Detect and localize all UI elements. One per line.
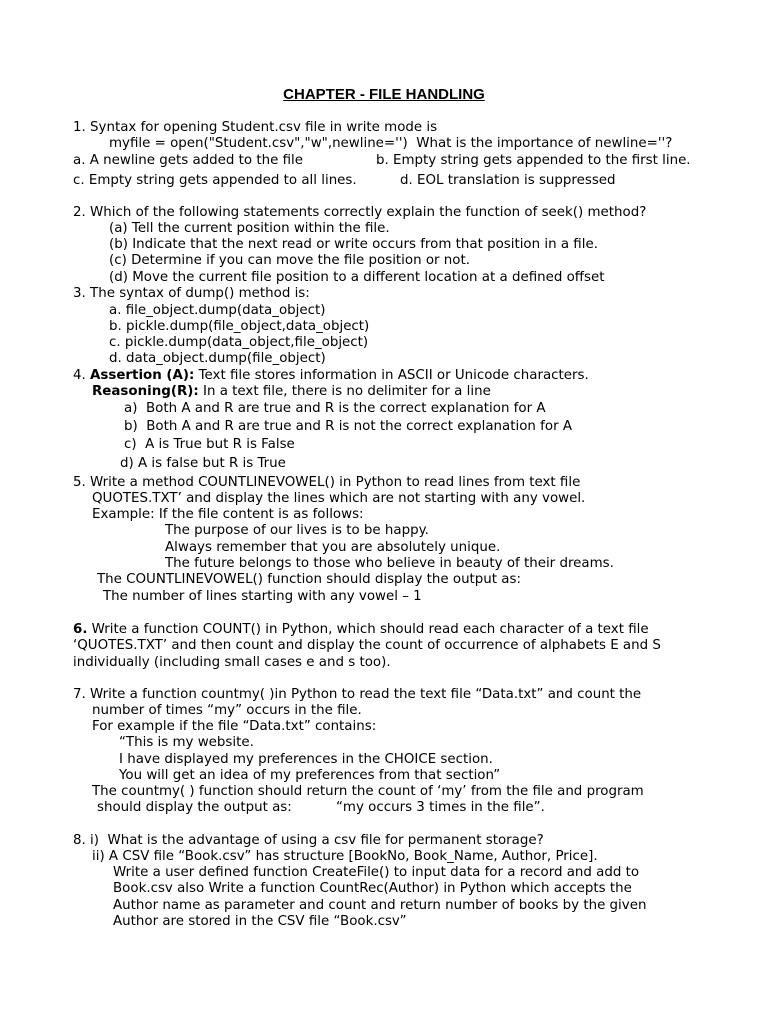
q7-line-5: I have displayed my preferences in the CHOICE section. <box>119 752 493 767</box>
q1-option-b: b. Empty string gets appended to the first line. <box>376 153 691 168</box>
q6-line-1-text: Write a function COUNT() in Python, which should read each character of a text file <box>87 622 649 637</box>
q6-number: 6. <box>73 622 88 637</box>
q7-line-3: For example if the file “Data.txt” contains: <box>92 719 377 734</box>
q1-line-2: myfile = open("Student.csv","w",newline='') What is the importance of newline=''? <box>109 136 673 151</box>
q5-line-4: The purpose of our lives is to be happy. <box>165 523 429 538</box>
q8-line-2: ii) A CSV file “Book.csv” has structure [BookNo, Book_Name, Author, Price]. <box>92 849 598 864</box>
q8-line-4: Book.csv also Write a function CountRec(Author) in Python which accepts the <box>113 881 632 896</box>
q5-line-6: The future belongs to those who believe in beauty of their dreams. <box>165 556 614 571</box>
q3-option-b: b. pickle.dump(file_object,data_object) <box>109 319 370 334</box>
q5-line-3: Example: If the file content is as follows: <box>92 507 364 522</box>
q7-line-4: “This is my website. <box>119 735 254 750</box>
assertion-label: Assertion (A): <box>90 368 195 383</box>
q2-option-d: (d) Move the current file position to a different location at a defined offset <box>109 270 605 285</box>
reasoning-label: Reasoning(R): <box>92 384 199 399</box>
q4-option-b: b) Both A and R are true and R is not the correct explanation for A <box>124 419 572 434</box>
q6-line-3: individually (including small cases e and s too). <box>73 655 391 670</box>
q2-line-1: 2. Which of the following statements correctly explain the function of seek() method? <box>73 205 647 220</box>
q5-line-2: QUOTES.TXT’ and display the lines which are not starting with any vowel. <box>92 491 586 506</box>
q5-line-7: The COUNTLINEVOWEL() function should display the output as: <box>97 572 521 587</box>
q4-option-c: c) A is True but R is False <box>124 437 295 452</box>
q6-line-2: ‘QUOTES.TXT’ and then count and display the count of occurrence of alphabets E and S <box>73 638 661 653</box>
q5-line-1: 5. Write a method COUNTLINEVOWEL() in Python to read lines from text file <box>73 475 581 490</box>
q3-option-a: a. file_object.dump(data_object) <box>109 303 326 318</box>
q6-line-1 <box>73 622 649 638</box>
q1-line-1: 1. Syntax for opening Student.csv file in write mode is <box>73 120 438 135</box>
q4-option-d: d) A is false but R is True <box>120 456 286 471</box>
q7-line-8: should display the output as: <box>97 800 292 815</box>
q3-option-c: c. pickle.dump(data_object,file_object) <box>109 335 369 350</box>
q1-option-c: c. Empty string gets appended to all lines. <box>73 173 357 188</box>
q4-assertion <box>73 368 589 384</box>
q8-line-5: Author name as parameter and count and return number of books by the given <box>113 898 647 913</box>
q7-output: “my occurs 3 times in the file”. <box>336 800 545 815</box>
page-title: CHAPTER - FILE HANDLING <box>283 86 485 103</box>
assertion-text: Text file stores information in ASCII or Unicode characters. <box>194 368 589 383</box>
reasoning-text: In a text file, there is no delimiter for a line <box>198 384 491 399</box>
q1-option-d: d. EOL translation is suppressed <box>400 173 616 188</box>
q8-line-6: Author are stored in the CSV file “Book.csv” <box>113 914 407 929</box>
q5-line-5: Always remember that you are absolutely unique. <box>165 540 501 555</box>
q1-option-a: a. A newline gets added to the file <box>73 153 303 168</box>
q7-line-2: number of times “my” occurs in the file. <box>92 703 362 718</box>
q3-line-1: 3. The syntax of dump() method is: <box>73 286 310 301</box>
q8-line-1: 8. i) What is the advantage of using a csv file for permanent storage? <box>73 833 544 848</box>
q2-option-b: (b) Indicate that the next read or write occurs from that position in a file. <box>109 237 598 252</box>
q4-reasoning <box>92 384 491 400</box>
q5-line-8: The number of lines starting with any vowel – 1 <box>103 589 422 604</box>
q4-option-a: a) Both A and R are true and R is the correct explanation for A <box>124 401 546 416</box>
q4-number: 4. <box>73 368 91 383</box>
q7-line-1: 7. Write a function countmy( )in Python to read the text file “Data.txt” and count the <box>73 687 642 702</box>
q2-option-c: (c) Determine if you can move the file position or not. <box>109 253 470 268</box>
q2-option-a: (a) Tell the current position within the file. <box>109 221 390 236</box>
q7-line-6: You will get an idea of my preferences from that section” <box>119 768 501 783</box>
q8-line-3: Write a user defined function CreateFile() to input data for a record and add to <box>113 865 640 880</box>
q3-option-d: d. data_object.dump(file_object) <box>109 351 326 366</box>
q7-line-7: The countmy( ) function should return the count of ‘my’ from the file and program <box>92 784 644 799</box>
